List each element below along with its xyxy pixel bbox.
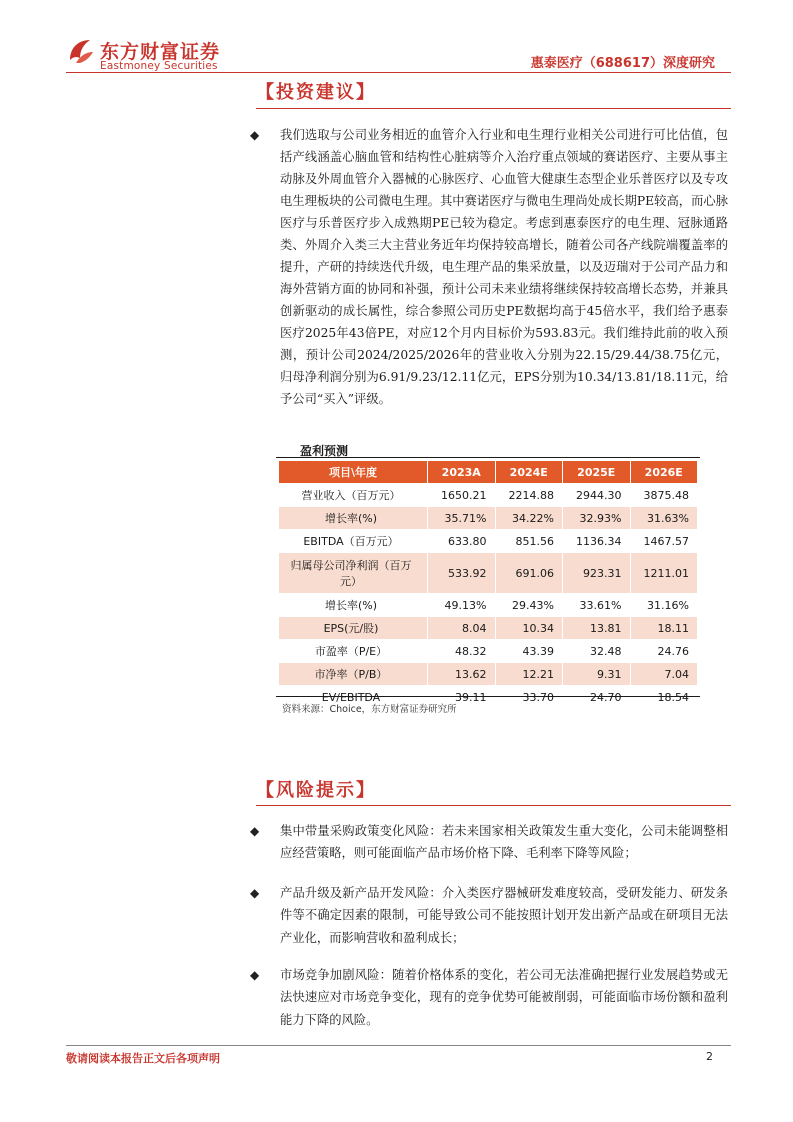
- table-cell: 1211.01: [630, 553, 698, 594]
- table-cell: 48.32: [428, 640, 496, 663]
- bullet-diamond-icon: ◆: [250, 128, 260, 142]
- bullet-diamond-icon: ◆: [250, 824, 260, 838]
- table-cell: 13.81: [563, 617, 631, 640]
- bullet-diamond-icon: ◆: [250, 886, 260, 900]
- bullet-diamond-icon: ◆: [250, 968, 260, 982]
- brand-logo: [66, 36, 236, 76]
- table-cell: 24.76: [630, 640, 698, 663]
- table-cell: 9.31: [563, 663, 631, 686]
- table-cell: 2944.30: [563, 484, 631, 507]
- row-label: 市净率（P/B）: [279, 663, 428, 686]
- table-caption: 盈利预测: [300, 444, 349, 458]
- report-title: 惠泰医疗（688617）深度研究: [530, 56, 715, 71]
- table-cell: 1136.34: [563, 530, 631, 553]
- table-row: [279, 530, 698, 553]
- table-cell: 18.11: [630, 617, 698, 640]
- table-row: [279, 594, 698, 617]
- risk-item: 产品升级及新产品开发风险：介入类医疗器械研发难度较高，受研发能力、研发条件等不确定因素的限制，可能导致公司不能按照计划开发出新产品或在研项目无法产业化，而影响营收和盈利成长；: [280, 886, 728, 945]
- brand-name-cn: 东方财富证券: [100, 41, 221, 63]
- table-cell: 691.06: [495, 553, 563, 594]
- table-row: [279, 553, 698, 594]
- row-label: EBITDA（百万元）: [279, 530, 428, 553]
- table-row: [279, 663, 698, 686]
- investment-section-title: 【投资建议】: [256, 82, 376, 103]
- table-cell: 32.93%: [563, 507, 631, 530]
- row-label: 市盈率（P/E）: [279, 640, 428, 663]
- table-cell: 633.80: [428, 530, 496, 553]
- table-cell: 923.31: [563, 553, 631, 594]
- table-header-row: [279, 461, 698, 484]
- risk-item: 集中带量采购政策变化风险：若未来国家相关政策发生重大变化，公司未能调整相应经营策略，则可能面临产品市场价格下降、毛利率下降等风险；: [280, 824, 728, 861]
- table-cell: 13.62: [428, 663, 496, 686]
- table-cell: 533.92: [428, 553, 496, 594]
- column-header: 2023A: [428, 461, 496, 484]
- row-label: EPS(元/股): [279, 617, 428, 640]
- column-header: 2025E: [563, 461, 631, 484]
- table-row: [279, 617, 698, 640]
- table-cell: 2214.88: [495, 484, 563, 507]
- risk-section-title: 【风险提示】: [256, 780, 376, 801]
- table-cell: 33.61%: [563, 594, 631, 617]
- table-cell: 1650.21: [428, 484, 496, 507]
- table-cell: 43.39: [495, 640, 563, 663]
- table-cell: 10.34: [495, 617, 563, 640]
- table-cell: 7.04: [630, 663, 698, 686]
- table-cell: 8.04: [428, 617, 496, 640]
- table-cell: 31.16%: [630, 594, 698, 617]
- table-cell: 18.54: [630, 686, 698, 709]
- table-cell: 12.21: [495, 663, 563, 686]
- table-cell: 35.71%: [428, 507, 496, 530]
- table-row: [279, 484, 698, 507]
- table-cell: 49.13%: [428, 594, 496, 617]
- risk-item: 市场竞争加剧风险：随着价格体系的变化，若公司无法准确把握行业发展趋势或无法快速应对市场竞争变化，现有的竞争优势可能被削弱，可能面临市场份额和盈利能力下降的风险。: [280, 968, 728, 1027]
- table-cell: 29.43%: [495, 594, 563, 617]
- column-header: 2024E: [495, 461, 563, 484]
- header-divider: [66, 72, 731, 73]
- row-label: 增长率(%): [279, 594, 428, 617]
- row-label: 营业收入（百万元）: [279, 484, 428, 507]
- table-cell: 39.11: [428, 686, 496, 709]
- eastmoney-logo-icon: [66, 36, 96, 66]
- row-label: EV/EBITDA: [279, 686, 428, 709]
- footer-disclaimer: 敬请阅读本报告正文后各项声明: [66, 1052, 220, 1065]
- table-cell: 3875.48: [630, 484, 698, 507]
- brand-name-en: Eastmoney Securities: [100, 60, 218, 72]
- column-header: 2026E: [630, 461, 698, 484]
- column-header: 项目\年度: [279, 461, 428, 484]
- row-label: 增长率(%): [279, 507, 428, 530]
- page-number: 2: [706, 1050, 713, 1063]
- table-cell: 851.56: [495, 530, 563, 553]
- table-cell: 1467.57: [630, 530, 698, 553]
- investment-paragraph: 我们选取与公司业务相近的血管介入行业和电生理行业相关公司进行可比估值，包括产线涵盖心脑血管和结构性心脏病等介入治疗重点领域的赛诺医疗、主要从事主动脉及外周血管介入器械的心脉医疗、心血管大健康生态型企业乐普医疗以及专攻电生理板块的公司微电生理。其中赛诺医疗与微电生理尚处成长期PE较高，而心脉医疗与乐普医疗步入成熟期PE已较为稳定。考虑到惠泰医疗的电生理、冠脉通路类、外周介入类三大主营业务近年均保持较高增长，随着公司各产线院端覆盖率的提升，产研的持续迭代升级，电生理产品的集采放量，以及迈瑞对于公司产品力和海外营销方面的协同和补强，预计公司未来业绩将继续保持较高增长态势，并兼具创新驱动的成长属性，综合参照公司历史PE数据均高于45倍水平，我们给予惠泰医疗2025年43倍PE，对应12个月内目标价为593.83元。我们维持此前的收入预测，预计公司2024/2025/2026年的营业收入分别为22.15/29.44/38.75亿元，归母净利润分别为6.91/9.23/12.11亿元，EPS分别为10.34/13.81/18.11元，给予公司“买入”评级。: [280, 128, 728, 406]
- table-source-note: 资料来源：Choice，东方财富证券研究所: [282, 704, 457, 715]
- table-cell: 24.70: [563, 686, 631, 709]
- table-row: [279, 507, 698, 530]
- table-bottom-rule: [276, 696, 700, 697]
- table-top-rule: [276, 457, 700, 458]
- table-cell: 31.63%: [630, 507, 698, 530]
- table-cell: 32.48: [563, 640, 631, 663]
- investment-section-rule: [256, 108, 731, 109]
- earnings-forecast-table: [278, 460, 698, 709]
- row-label: 归属母公司净利润（百万元）: [279, 553, 428, 594]
- footer-divider: [66, 1045, 731, 1046]
- risk-section-rule: [256, 805, 731, 806]
- table-cell: 33.70: [495, 686, 563, 709]
- table-row: [279, 640, 698, 663]
- table-cell: 34.22%: [495, 507, 563, 530]
